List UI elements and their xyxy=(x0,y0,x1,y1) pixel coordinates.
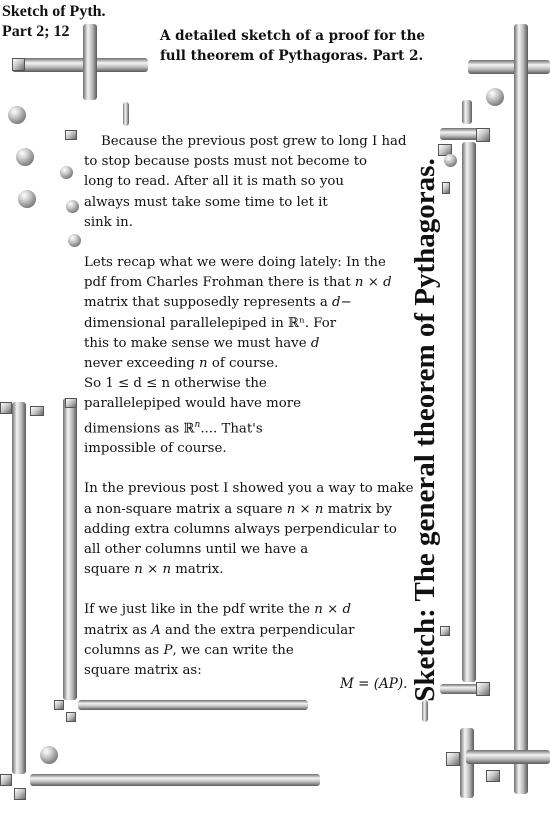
corner-title xyxy=(2,2,106,42)
corner-title-line: Part 2; 12 xyxy=(2,23,70,40)
corner-title-line: Sketch of Pyth. xyxy=(2,3,106,20)
paragraph-2: Lets recap what we were doing lately: In the pdf from Charles Frohman there is that n × d matrix that supposedly represents a d− dimensional parallelepiped in ℝⁿ. For this to make sense we must have d never exceeding n of course. So 1 ≤ d ≤ n otherwise the parallelepiped would have more dimensions as ℝ$^n$.... That's impossible of course. xyxy=(84,255,392,457)
header-line: A detailed sketch of a proof for the xyxy=(160,28,425,44)
page-header xyxy=(160,26,452,66)
equation: M = (AP). xyxy=(340,676,408,692)
header-line: full theorem of Pythagoras. Part 2. xyxy=(160,48,424,64)
paragraph-1: Because the previous post grew to long I had to stop because posts must not become to long to read. After all it is math so you always must take some time to let it sink in. xyxy=(84,134,407,230)
post-body xyxy=(84,132,444,701)
ball-ornament xyxy=(8,106,26,124)
paragraph-4: If we just like in the pdf write the n × d matrix as A and the extra perpendicular columns as P, we can write the square matrix as: xyxy=(84,602,355,679)
paragraph-3: In the previous post I showed you a way to make a non-square matrix a square n × n matrix by adding extra columns always perpendicular to all other columns until we have a square n × n matrix. xyxy=(84,481,414,578)
vertical-title: Sketch: The general theorem of Pythagoras. xyxy=(409,158,441,702)
